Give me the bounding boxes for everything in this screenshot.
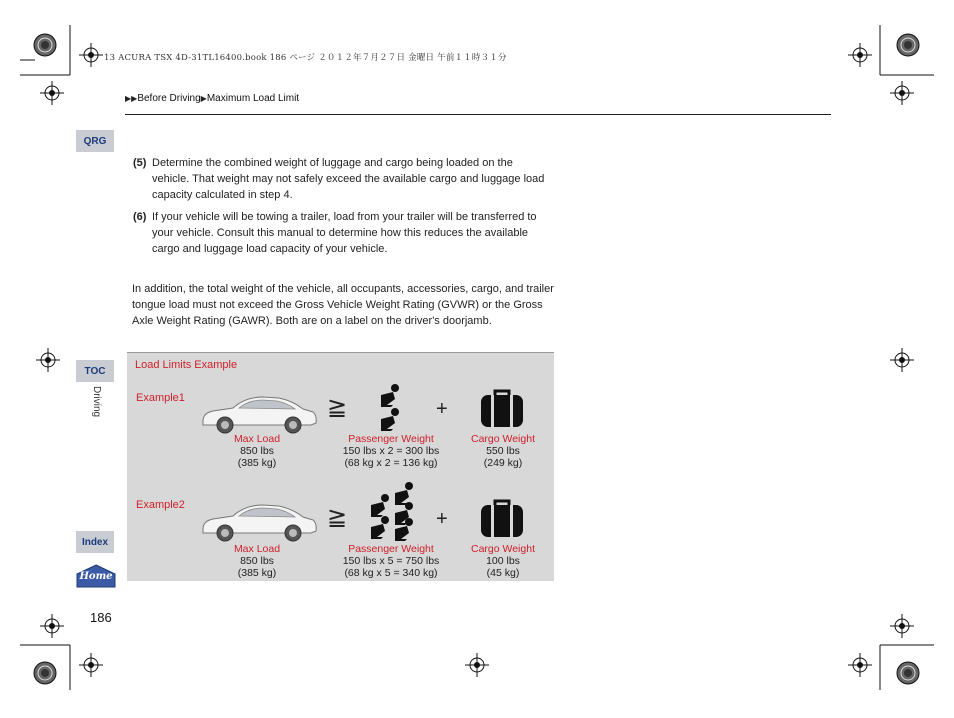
passenger-icon <box>375 383 405 431</box>
geq-symbol: ≧ <box>327 503 348 531</box>
qrg-tab[interactable]: QRG <box>76 130 114 152</box>
index-tab[interactable]: Index <box>76 531 114 553</box>
breadcrumb-separator-icon: ▶ <box>200 94 207 103</box>
step-5 <box>133 155 553 203</box>
car-icon <box>199 499 319 543</box>
luggage-icon <box>479 499 525 539</box>
toc-tab[interactable]: TOC <box>76 360 114 382</box>
step-6 <box>133 209 553 257</box>
passenger-weight-caption: Passenger Weight 150 lbs x 2 = 300 lbs (68 kg x 2 = 136 kg) <box>342 433 440 469</box>
section-label: Driving <box>91 386 102 418</box>
passengers-icon <box>365 481 421 541</box>
page-number: 186 <box>90 610 112 625</box>
cargo-weight-caption: Cargo Weight 100 lbs (45 kg) <box>470 543 535 579</box>
plus-symbol: + <box>436 508 448 530</box>
figure-title: Load Limits Example <box>135 359 238 371</box>
breadcrumb-current: Maximum Load Limit <box>206 93 300 104</box>
home-button[interactable] <box>76 564 116 588</box>
cargo-weight-caption: Cargo Weight 550 lbs (249 kg) <box>470 433 535 469</box>
step-text: If your vehicle will be towing a trailer, load from your trailer will be transferred to your vehicle. Consult this manual to determine how this reduces the available cargo and luggage load capacity of your vehicle. <box>152 211 537 255</box>
home-label: Home <box>79 570 113 582</box>
breadcrumb-arrow-icon: ▶▶ <box>125 94 138 103</box>
step-number: (6) <box>133 211 147 223</box>
step-text: Determine the combined weight of luggage and cargo being loaded on the vehicle. That weight may not safely exceed the available cargo and luggage load capacity calculated in step 4. <box>152 157 545 201</box>
luggage-icon <box>479 389 525 429</box>
header-rule <box>125 114 831 115</box>
geq-symbol: ≧ <box>327 393 348 421</box>
example1-label: Example1 <box>136 392 185 404</box>
step-number: (5) <box>133 157 147 169</box>
example2-label: Example2 <box>136 499 185 511</box>
car-icon <box>199 391 319 435</box>
plus-symbol: + <box>436 398 448 420</box>
print-header: 13 ACURA TSX 4D-31TL16400.book 186 ページ ２０１２年７月２７日 金曜日 午前１１時３１分 <box>104 53 507 63</box>
max-load-caption: Max Load 850 lbs (385 kg) <box>233 433 281 469</box>
passenger-weight-caption: Passenger Weight 150 lbs x 5 = 750 lbs (68 kg x 5 = 340 kg) <box>342 543 440 579</box>
breadcrumb <box>125 93 299 104</box>
gvwr-paragraph: In addition, the total weight of the vehicle, all occupants, accessories, cargo, and trailer tongue load must not exceed the Gross Vehicle Weight Rating (GVWR) or the Gross Axle Weight Rating (GAWR). Both are on a label on the driver's doorjamb. <box>132 283 554 327</box>
load-limits-figure <box>127 352 554 581</box>
breadcrumb-link-before-driving[interactable]: Before Driving <box>137 93 201 104</box>
max-load-caption: Max Load 850 lbs (385 kg) <box>233 543 281 579</box>
